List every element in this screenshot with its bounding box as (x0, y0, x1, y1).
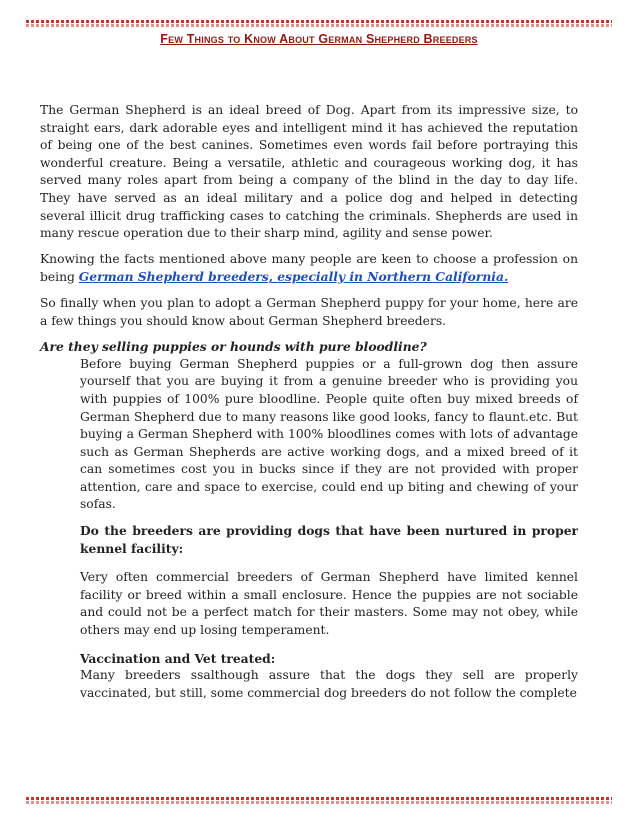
top-decorative-border-inner (26, 24, 612, 27)
vaccination-paragraph: Many breeders ssalthough assure that the dogs they sell are properly vaccinated, but still, some commercial dog breeders do not follow the complete (80, 668, 578, 700)
bloodline-heading: Are they selling puppies or hounds with pure bloodline? (40, 339, 427, 355)
article-body (40, 102, 578, 710)
vaccination-heading: Vaccination and Vet treated: (80, 650, 276, 666)
intro-paragraph: The German Shepherd is an ideal breed of Dog. Apart from its impressive size, to straight ears, dark adorable eyes and intelligent mind it has achieved the reputation of being one of the best canines. Sometimes even words fail before portraying this wonderful creature. Being a versatile, athletic and courageous working dog, it has served many roles apart from being a company of the blind in the day to day life. They have served as an ideal military and a police dog and helped in detecting several illicit drug trafficking cases to catching the criminals. Shepherds are used in many rescue operation due to their sharp mind, agility and sense power. (40, 103, 578, 241)
kennel-heading: Do the breeders are providing dogs that have been nurtured in proper kennel facility: (80, 523, 578, 556)
bottom-decorative-border-inner (26, 801, 612, 804)
profession-paragraph (40, 251, 578, 287)
profession-text: Knowing the facts mentioned above many people are keen to choose a profession on being (40, 251, 578, 285)
kennel-paragraph: Very often commercial breeders of German Shepherd have limited kennel facility or breed within a small enclosure. Hence the puppies are not sociable and could not be a perfect match for their masters. Some may not obey, while others may end up losing temperament. (80, 570, 578, 638)
bloodline-paragraph: Before buying German Shepherd puppies or a full-grown dog then assure yourself that you are buying it from a genuine breeder who is providing you with puppies of 100% pure bloodline. People quite often buy mixed breeds of German Shepherd due to many reasons like good looks, fancy to flaunt.etc. But buying a German Shepherd with 100% bloodlines comes with lots of advantage such as German Shepherds are active working dogs, and a mixed breed of it can sometimes cost you in bucks since if they are not provided with proper attention, care and space to exercise, could end up biting and chewing of your sofas. (80, 356, 578, 512)
breeders-link[interactable]: German Shepherd breeders, especially in Northern California. (78, 269, 509, 285)
bottom-decorative-border (26, 797, 612, 800)
adopt-paragraph: So finally when you plan to adopt a German Shepherd puppy for your home, here are a few things you should know about German Shepherd breeders. (40, 295, 578, 328)
page-title: Few Things to Know About German Shepherd Breeders (160, 32, 478, 46)
top-decorative-border (26, 20, 612, 23)
